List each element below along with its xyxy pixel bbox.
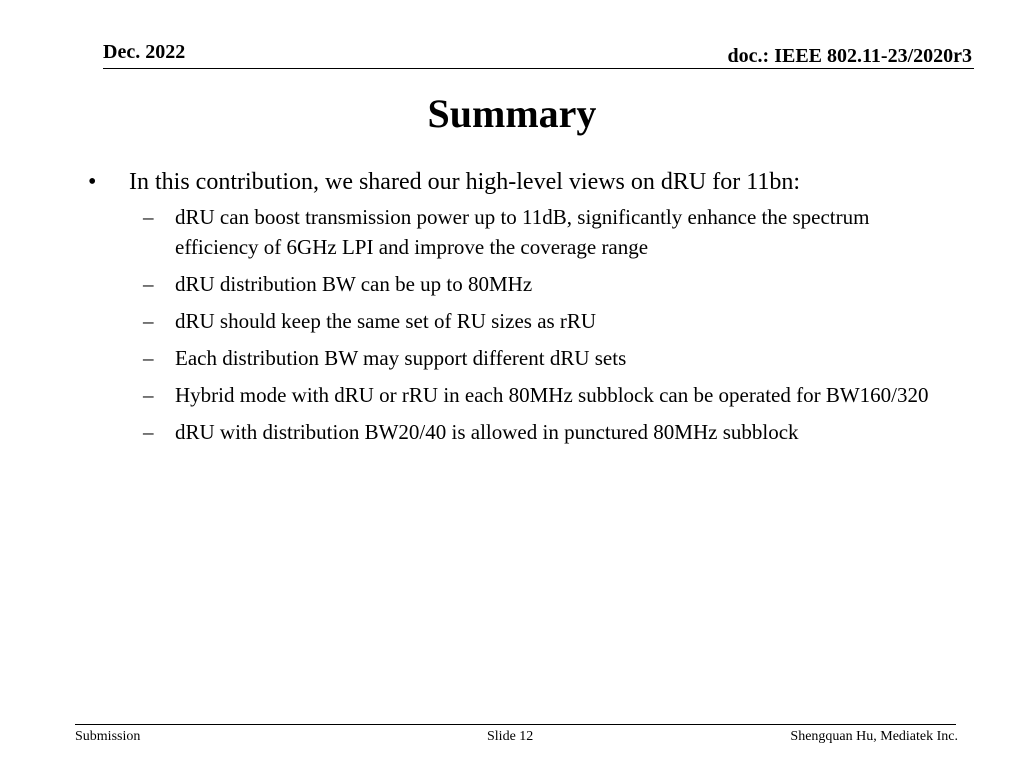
bullet-item: [0, 164, 1024, 200]
sub-bullet-text: dRU distribution BW can be up to 80MHz: [175, 272, 533, 296]
header-date: Dec. 2022: [103, 41, 186, 63]
sub-bullet-marker: –: [143, 309, 154, 333]
footer-author: Shengquan Hu, Mediatek Inc.: [790, 729, 958, 744]
sub-bullet-list: [0, 202, 1024, 447]
sub-bullet-item: [0, 306, 1024, 336]
sub-bullet-text: dRU can boost transmission power up to 11dB, significantly enhance the spectrum efficiency of 6GHz LPI and improve the coverage range: [175, 205, 870, 259]
sub-bullet-item: [0, 269, 1024, 299]
sub-bullet-text: dRU with distribution BW20/40 is allowed in punctured 80MHz subblock: [175, 420, 799, 444]
slide-body: [0, 164, 1024, 454]
footer-slide-number: Slide 12: [487, 729, 534, 744]
sub-bullet-item: [0, 380, 1024, 410]
sub-bullet-item: [0, 417, 1024, 447]
sub-bullet-marker: –: [143, 420, 154, 444]
header-doc-id: doc.: IEEE 802.11-23/2020r3: [727, 45, 972, 67]
sub-bullet-marker: –: [143, 272, 154, 296]
sub-bullet-item: [0, 202, 1024, 262]
bullet-text: In this contribution, we shared our high-level views on dRU for 11bn:: [129, 169, 800, 195]
sub-bullet-marker: –: [143, 346, 154, 370]
footer-submission: Submission: [75, 729, 141, 744]
header-divider: [103, 68, 974, 69]
bullet-marker: •: [88, 169, 97, 195]
sub-bullet-marker: –: [143, 205, 154, 229]
sub-bullet-text: Hybrid mode with dRU or rRU in each 80MHz subblock can be operated for BW160/320: [175, 383, 929, 407]
sub-bullet-text: dRU should keep the same set of RU sizes as rRU: [175, 309, 597, 333]
sub-bullet-text: Each distribution BW may support different dRU sets: [175, 346, 627, 370]
footer-divider: [75, 724, 956, 725]
sub-bullet-marker: –: [143, 383, 154, 407]
sub-bullet-item: [0, 343, 1024, 373]
slide-title: Summary: [427, 91, 597, 136]
